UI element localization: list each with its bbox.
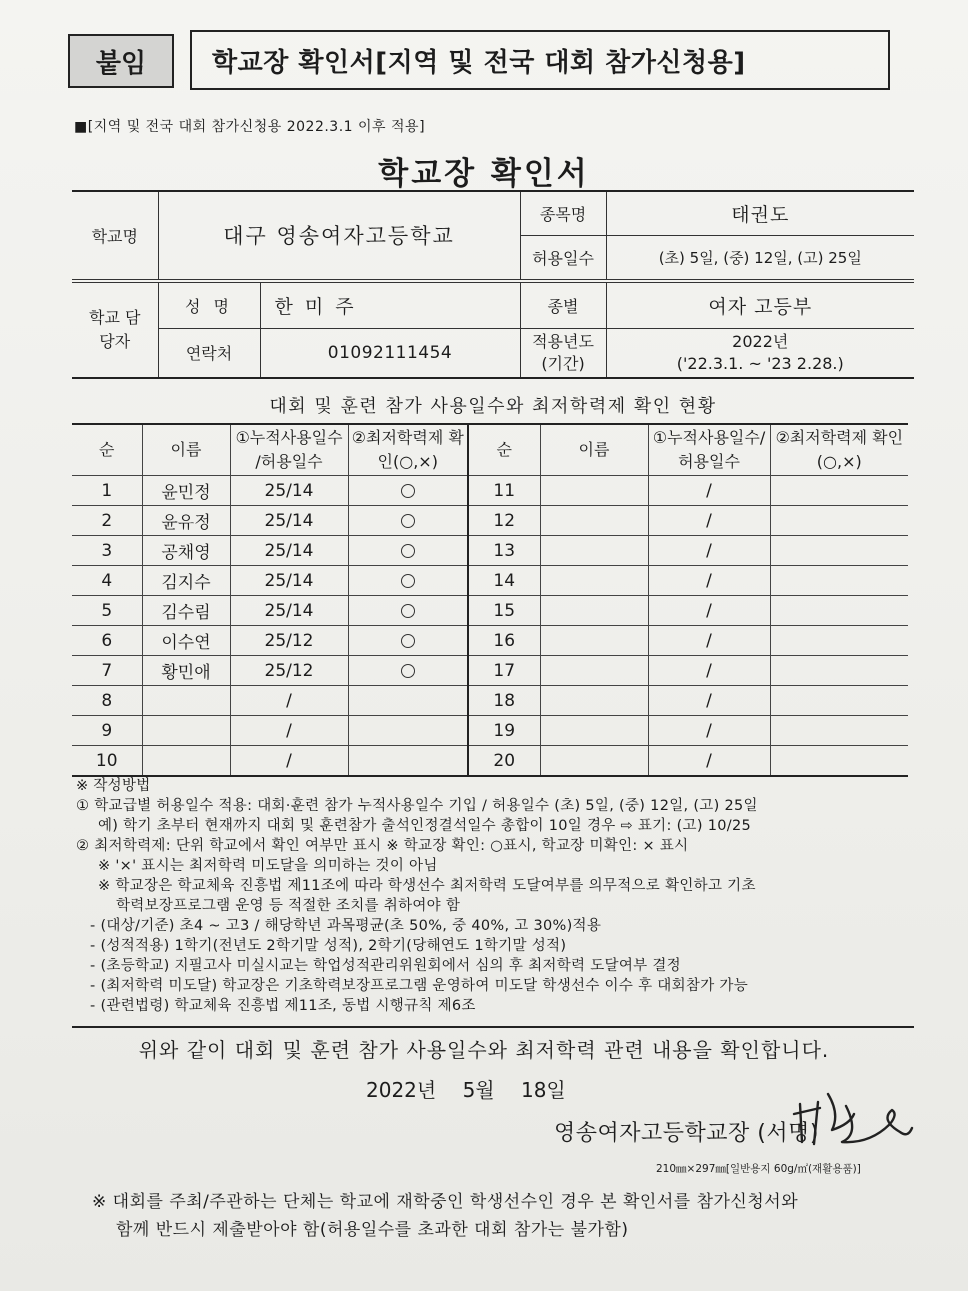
- athlete-name: 윤유정: [142, 506, 230, 536]
- table-row: [72, 596, 908, 626]
- min-academic-check: [348, 536, 468, 566]
- athlete-name: [540, 656, 648, 686]
- document-title: 학교장 확인서: [378, 156, 590, 192]
- applicability-note: ■[지역 및 전국 대회 참가신청용 2022.3.1 이후 적용]: [74, 119, 426, 135]
- min-academic-check: [770, 716, 908, 746]
- date-day: 18일: [520, 1078, 566, 1102]
- athlete-name: 김지수: [142, 566, 230, 596]
- athlete-name: [540, 716, 648, 746]
- check-circle-icon: [401, 484, 415, 498]
- used-allowed-days: 25/14: [230, 566, 348, 596]
- used-allowed-days: /: [648, 686, 770, 716]
- note-2-b-cont: 학력보장프로그램 운영 등 적절한 조치를 취하여야 함: [116, 898, 461, 914]
- used-allowed-days: 25/12: [230, 656, 348, 686]
- table-row: [72, 506, 908, 536]
- used-allowed-days: /: [648, 716, 770, 746]
- bottom-notice: [92, 1188, 892, 1244]
- athlete-name: [142, 716, 230, 746]
- row-number: 9: [72, 716, 142, 746]
- used-allowed-days: 25/14: [230, 506, 348, 536]
- min-academic-check: [770, 656, 908, 686]
- row-number: 18: [468, 686, 540, 716]
- min-academic-check: [770, 746, 908, 777]
- year-text: 2022년: [732, 331, 789, 351]
- detail-5: - (관련법령) 학교체육 진흥법 제11조, 동법 시행규칙 제6조: [90, 998, 476, 1014]
- col-header-days: ①누적사용일수 /허용일수: [230, 424, 348, 476]
- row-number: 5: [72, 596, 142, 626]
- table-row: [72, 626, 908, 656]
- used-allowed-days: /: [648, 596, 770, 626]
- notes-divider: [72, 1026, 914, 1028]
- row-number: 14: [468, 566, 540, 596]
- year-value: [606, 328, 914, 378]
- row-number: 3: [72, 536, 142, 566]
- min-academic-check: [770, 506, 908, 536]
- sport-label: 종목명: [520, 191, 606, 235]
- row-number: 12: [468, 506, 540, 536]
- school-name-value: 대구 영송여자고등학교: [158, 191, 520, 279]
- col-header-name: 이름: [142, 424, 230, 476]
- row-number: 15: [468, 596, 540, 626]
- athlete-name: [142, 686, 230, 716]
- staff-name-label: 성 명: [158, 282, 260, 328]
- min-academic-check: [348, 716, 468, 746]
- division-label: 종별: [520, 282, 606, 328]
- used-allowed-days: /: [648, 566, 770, 596]
- table-row: [72, 476, 908, 506]
- used-allowed-days: 25/14: [230, 476, 348, 506]
- school-name-label: 학교명: [72, 191, 158, 279]
- row-number: 19: [468, 716, 540, 746]
- col-header-days-right: ①누적사용일수/ 허용일수: [648, 424, 770, 476]
- row-number: 8: [72, 686, 142, 716]
- used-allowed-days: /: [648, 626, 770, 656]
- min-academic-check: [770, 686, 908, 716]
- check-circle-icon: [401, 604, 415, 618]
- col-header-check: ②최저학력제 확인(○,×): [348, 424, 468, 476]
- date-month: 5월: [462, 1078, 495, 1102]
- note-2: ② 최저학력제: 단위 학교에서 확인 여부만 표시 ※ 학교장 확인: ○표시, 학교장 미확인: × 표시: [76, 838, 689, 854]
- min-academic-check: [770, 476, 908, 506]
- min-academic-check: [770, 536, 908, 566]
- detail-3: - (초등학교) 지필고사 미실시교는 학업성적관리위원회에서 심의 후 최저학력 도달여부 결정: [90, 958, 681, 974]
- note-1: ① 학교급별 허용일수 적용: 대회·훈련 참가 누적사용일수 기입 / 허용일수 (초) 5일, (중) 12일, (고) 25일: [76, 798, 758, 814]
- table-row: [72, 716, 908, 746]
- min-academic-check: [770, 566, 908, 596]
- row-number: 4: [72, 566, 142, 596]
- division-value: 여자 고등부: [606, 282, 914, 328]
- principal-name: 영송여자고등학교장 (서명): [554, 1121, 819, 1146]
- note-2-a: ※ '×' 표시는 최저학력 미도달을 의미하는 것이 아님: [98, 858, 438, 874]
- used-allowed-days: /: [648, 506, 770, 536]
- bottom-notice-line-1: ※ 대회를 주최/주관하는 단체는 학교에 재학중인 학생선수인 경우 본 확인서를 참가신청서와: [92, 1192, 799, 1212]
- roster-section-title: 대회 및 훈련 참가 사용일수와 최저학력제 확인 현황: [269, 396, 717, 417]
- athlete-name: 공채영: [142, 536, 230, 566]
- col-header-name-right: 이름: [540, 424, 648, 476]
- paper-spec: 210㎜×297㎜[일반용지 60g/㎡(재활용품)]: [656, 1163, 861, 1175]
- min-academic-check: [348, 476, 468, 506]
- athlete-name: 김수림: [142, 596, 230, 626]
- check-circle-icon: [401, 574, 415, 588]
- min-academic-check: [348, 746, 468, 777]
- check-circle-icon: [401, 664, 415, 678]
- athlete-name: [540, 506, 648, 536]
- confirmation-statement: 위와 같이 대회 및 훈련 참가 사용일수와 최저학력 관련 내용을 확인합니다.: [138, 1038, 830, 1062]
- row-number: 7: [72, 656, 142, 686]
- min-academic-check: [348, 626, 468, 656]
- athlete-name: [540, 746, 648, 777]
- table-row: [72, 686, 908, 716]
- used-allowed-days: /: [230, 746, 348, 777]
- signature-mark: [780, 1084, 920, 1154]
- min-academic-check: [348, 566, 468, 596]
- roster-table: [72, 423, 908, 777]
- athlete-name: [540, 596, 648, 626]
- athlete-name: 황민애: [142, 656, 230, 686]
- used-allowed-days: /: [230, 686, 348, 716]
- notes-heading: ※ 작성방법: [76, 778, 151, 794]
- row-number: 17: [468, 656, 540, 686]
- writing-instructions: [76, 776, 906, 1016]
- col-header-no-right: 순: [468, 424, 540, 476]
- school-info-table: [72, 190, 914, 379]
- used-allowed-days: 25/12: [230, 626, 348, 656]
- min-academic-check: [348, 686, 468, 716]
- athlete-name: 이수연: [142, 626, 230, 656]
- athlete-name: [142, 746, 230, 777]
- date-year: 2022년: [366, 1078, 437, 1102]
- row-number: 13: [468, 536, 540, 566]
- note-1-example: 예) 학기 초부터 현재까지 대회 및 훈련참가 출석인정결석일수 총합이 10일 경우 ⇨ 표기: (고) 10/25: [98, 818, 752, 834]
- form-title-box: 학교장 확인서[지역 및 전국 대회 참가신청용]: [190, 30, 890, 90]
- note-2-b: ※ 학교장은 학교체육 진흥법 제11조에 따라 학생선수 최저학력 도달여부를 의무적으로 확인하고 기초: [98, 878, 756, 894]
- staff-name-value: 한 미 주: [260, 282, 520, 328]
- used-allowed-days: /: [648, 536, 770, 566]
- athlete-name: [540, 626, 648, 656]
- used-allowed-days: 25/14: [230, 596, 348, 626]
- min-academic-check: [348, 506, 468, 536]
- athlete-name: [540, 686, 648, 716]
- min-academic-check: [348, 596, 468, 626]
- row-number: 10: [72, 746, 142, 777]
- min-academic-check: [770, 626, 908, 656]
- allowed-days-value: (초) 5일, (중) 12일, (고) 25일: [606, 235, 914, 279]
- detail-4: - (최저학력 미도달) 학교장은 기초학력보장프로그램 운영하여 미도달 학생선수 이수 후 대회참가 가능: [90, 978, 749, 994]
- period-text: ('22.3.1. ~ '23 2.28.): [676, 353, 844, 373]
- table-row: [72, 536, 908, 566]
- allowed-days-label: 허용일수: [520, 235, 606, 279]
- row-number: 11: [468, 476, 540, 506]
- detail-1: - (대상/기준) 초4 ~ 고3 / 해당학년 과목평균(초 50%, 중 40%, 고 30%)적용: [90, 918, 602, 934]
- min-academic-check: [770, 596, 908, 626]
- used-allowed-days: 25/14: [230, 536, 348, 566]
- year-label: 적용년도 (기간): [520, 328, 606, 378]
- athlete-name: [540, 566, 648, 596]
- athlete-name: 윤민정: [142, 476, 230, 506]
- contact-value: 01092111454: [260, 328, 520, 378]
- col-header-check-right: ②최저학력제 확인(○,×): [770, 424, 908, 476]
- athlete-name: [540, 476, 648, 506]
- row-number: 6: [72, 626, 142, 656]
- col-header-no: 순: [72, 424, 142, 476]
- staff-label: 학교 담당자: [72, 282, 158, 378]
- sport-value: 태권도: [606, 191, 914, 235]
- table-row: [72, 746, 908, 777]
- row-number: 20: [468, 746, 540, 777]
- row-number: 2: [72, 506, 142, 536]
- check-circle-icon: [401, 544, 415, 558]
- athlete-name: [540, 536, 648, 566]
- used-allowed-days: /: [230, 716, 348, 746]
- used-allowed-days: /: [648, 746, 770, 777]
- table-row: [72, 656, 908, 686]
- detail-2: - (성적적용) 1학기(전년도 2학기말 성적), 2학기(당해연도 1학기말 성적): [90, 938, 567, 954]
- row-number: 16: [468, 626, 540, 656]
- min-academic-check: [348, 656, 468, 686]
- attachment-tag: 붙임: [68, 34, 174, 88]
- check-circle-icon: [401, 514, 415, 528]
- table-row: [72, 566, 908, 596]
- row-number: 1: [72, 476, 142, 506]
- contact-label: 연락처: [158, 328, 260, 378]
- check-circle-icon: [401, 634, 415, 648]
- used-allowed-days: /: [648, 476, 770, 506]
- bottom-notice-line-2: 함께 반드시 제출받아야 함(허용일수를 초과한 대회 참가는 불가함): [116, 1220, 629, 1240]
- used-allowed-days: /: [648, 656, 770, 686]
- issue-date: [366, 1074, 566, 1103]
